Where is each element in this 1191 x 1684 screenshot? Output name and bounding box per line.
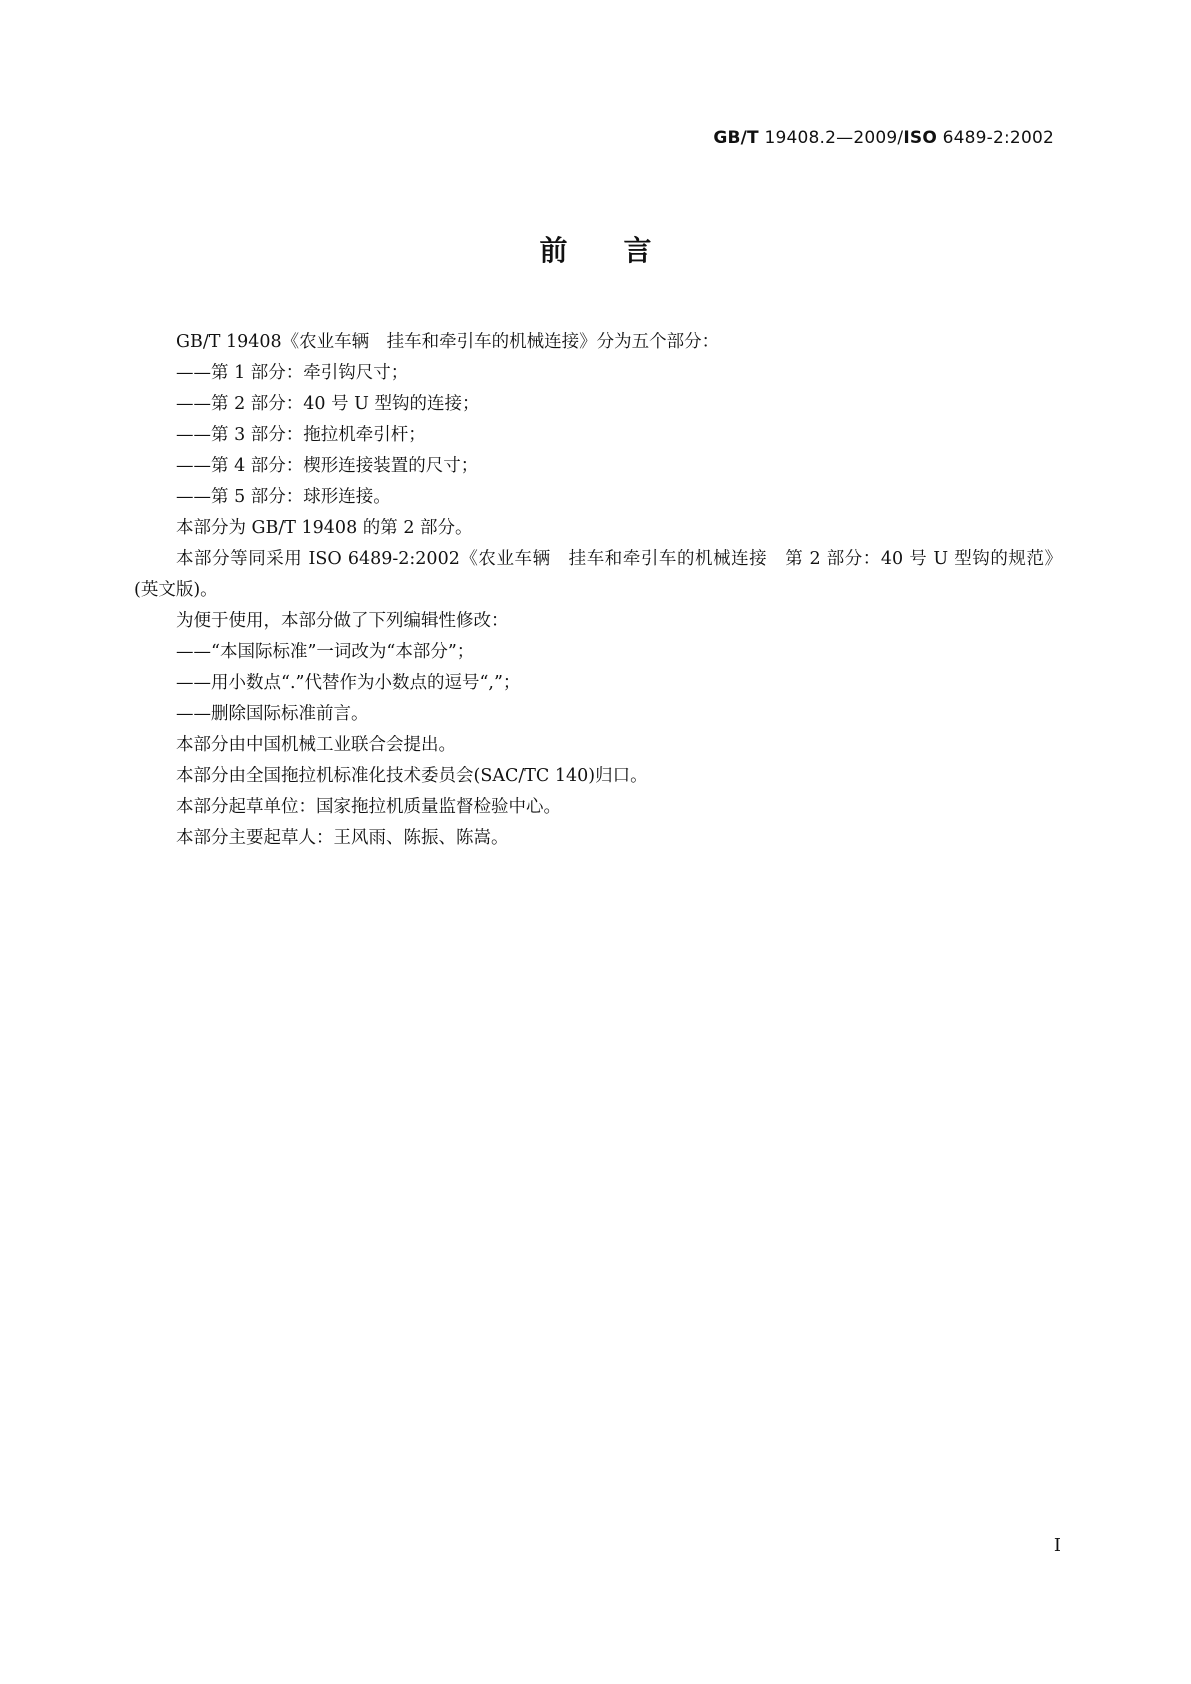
proposed-by-paragraph: 本部分由中国机械工业联合会提出。 [176, 735, 456, 755]
change-list-item: ——用小数点“.”代替作为小数点的逗号“,”； [176, 673, 521, 693]
part-list-item: ——第 3 部分：拖拉机牵引杆； [176, 425, 426, 445]
changes-intro-paragraph: 为便于使用，本部分做了下列编辑性修改： [176, 611, 509, 631]
part-list-item: ——第 4 部分：楔形连接装置的尺寸； [176, 456, 479, 476]
standard-code-prefix: GB/T [713, 128, 759, 148]
adoption-paragraph: 本部分等同采用 ISO 6489-2:2002《农业车辆 挂车和牵引车的机械连接 第 2 部分：40 号 U 型钩的规范》(英文版)。 [134, 549, 1062, 600]
page-number: I [1053, 1535, 1061, 1556]
scope-paragraph: 本部分为 GB/T 19408 的第 2 部分。 [176, 518, 473, 538]
part-list-item: ——第 5 部分：球形连接。 [176, 487, 391, 507]
standard-code-suffix: 6489-2:2002 [936, 128, 1054, 148]
part-list-item: ——第 1 部分：牵引钩尺寸； [176, 363, 409, 383]
drafters-paragraph: 本部分主要起草人：王风雨、陈振、陈嵩。 [176, 828, 509, 848]
change-list-item: ——“本国际标准”一词改为“本部分”； [176, 642, 475, 662]
centralized-by-paragraph: 本部分由全国拖拉机标准化技术委员会(SAC/TC 140)归口。 [176, 766, 648, 786]
foreword-body [134, 327, 1062, 854]
standard-code-main: 19408.2—2009/ [758, 128, 904, 148]
standard-code [713, 128, 1054, 148]
part-list-item: ——第 2 部分：40 号 U 型钩的连接； [176, 394, 480, 414]
intro-paragraph: GB/T 19408《农业车辆 挂车和牵引车的机械连接》分为五个部分： [176, 332, 720, 352]
standard-code-iso: ISO [903, 128, 937, 148]
change-list-item: ——删除国际标准前言。 [176, 704, 369, 724]
page-title: 前言 [539, 234, 708, 267]
drafting-unit-paragraph: 本部分起草单位：国家拖拉机质量监督检验中心。 [176, 797, 561, 817]
